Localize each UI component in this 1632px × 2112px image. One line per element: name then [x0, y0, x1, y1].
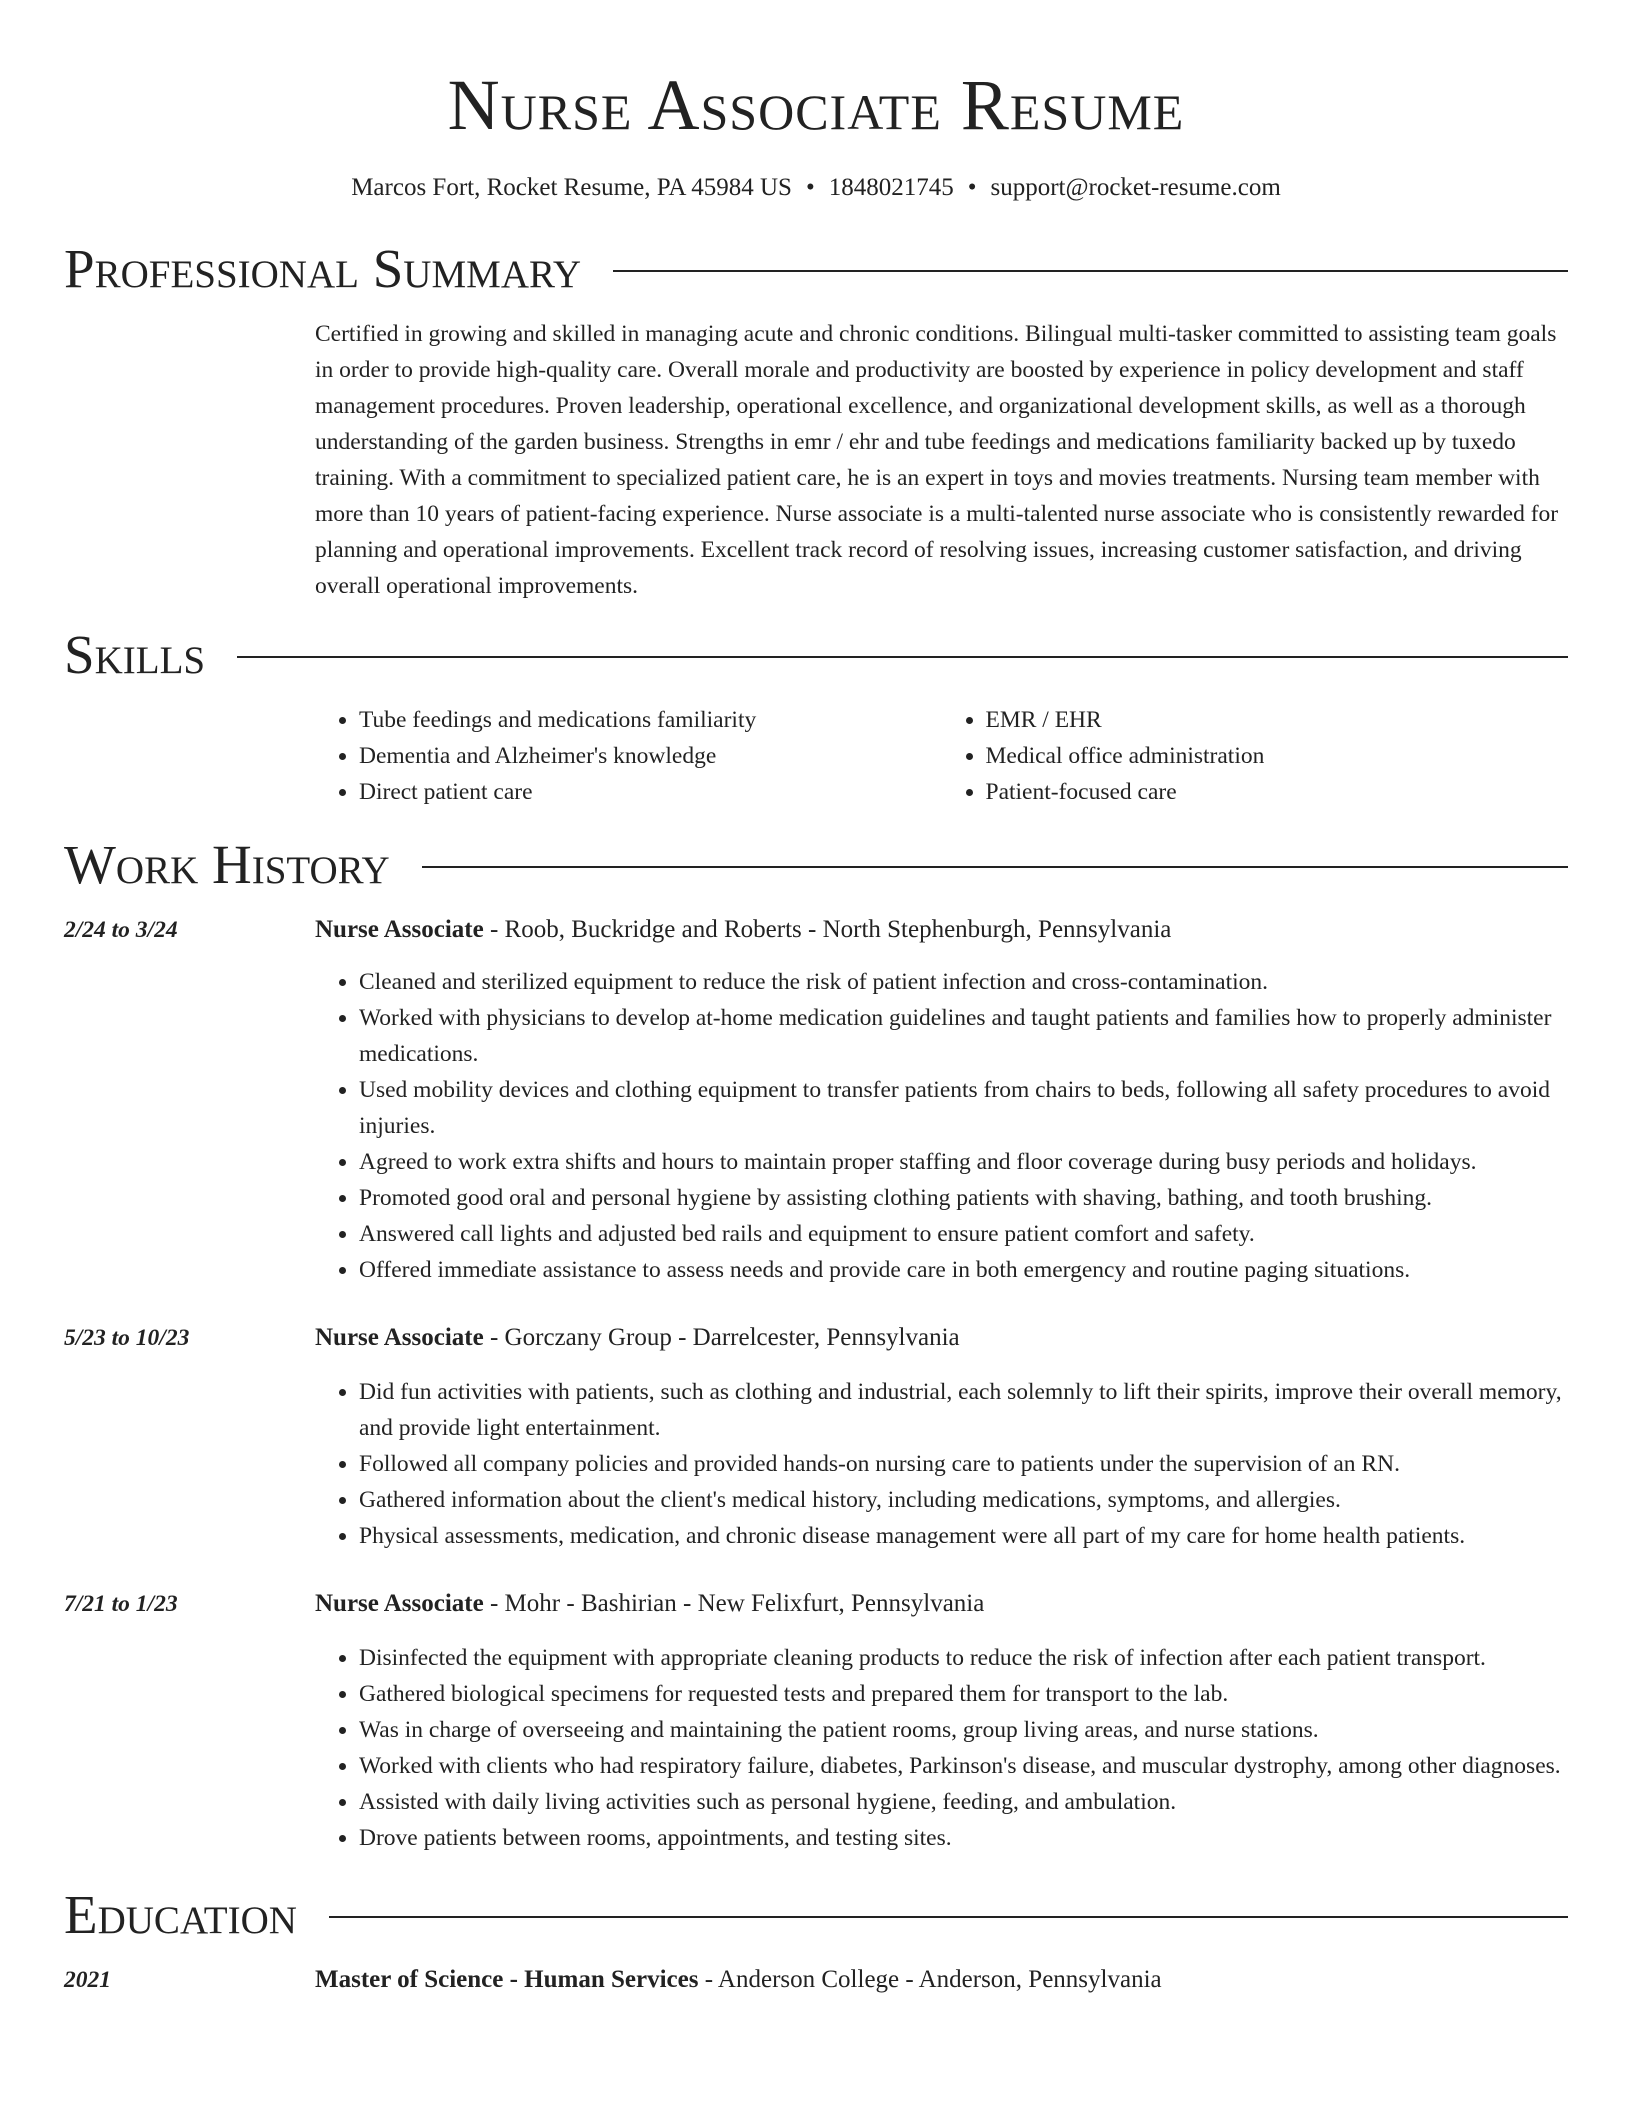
contact-address: Marcos Fort, Rocket Resume, PA 45984 US	[351, 174, 792, 201]
job-bullet: • Promoted good oral and personal hygiene by assisting clothing patients with shaving, bathing, and tooth brushing.	[359, 1180, 1568, 1216]
education-year: 2021	[64, 1967, 111, 1993]
contact-phone: 1848021745	[828, 174, 954, 201]
contact-line	[64, 172, 1568, 204]
job-title: Nurse Associate	[315, 1324, 484, 1351]
education-heading: Education	[64, 1884, 297, 1945]
job-details: - Gorczany Group - Darrelcester, Pennsylvania	[483, 1324, 960, 1351]
job-bullets	[315, 1640, 1568, 1856]
job-entry	[64, 912, 1568, 1288]
skill-item: • Dementia and Alzheimer's knowledge	[359, 738, 942, 774]
job-bullet: • Cleaned and sterilized equipment to reduce the risk of patient infection and cross-contamination.	[359, 964, 1568, 1000]
job-bullet: • Physical assessments, medication, and chronic disease management were all part of my care for home health patients.	[359, 1518, 1568, 1554]
education-entry	[64, 1962, 1568, 1998]
job-bullet: • Gathered information about the client's medical history, including medications, symptoms, and allergies.	[359, 1482, 1568, 1518]
job-bullet: • Used mobility devices and clothing equipment to transfer patients from chairs to beds, following all safety procedures to avoid injuries.	[359, 1072, 1568, 1144]
job-title: Nurse Associate	[315, 1590, 484, 1617]
skill-item: • EMR / EHR	[986, 702, 1569, 738]
job-entry	[64, 1320, 1568, 1554]
job-dates: 7/21 to 1/23	[64, 1591, 178, 1617]
education-section-header	[64, 1882, 1568, 1948]
skills-column-left	[315, 702, 942, 810]
section-divider	[329, 1916, 1568, 1918]
job-bullet: • Disinfected the equipment with appropriate cleaning products to reduce the risk of infection after each patient transport.	[359, 1640, 1568, 1676]
work-heading: Work History	[64, 834, 390, 895]
job-entry	[64, 1586, 1568, 1856]
skill-item: • Medical office administration	[986, 738, 1569, 774]
job-bullets	[315, 964, 1568, 1288]
job-dates: 5/23 to 10/23	[64, 1325, 190, 1351]
job-header	[315, 1320, 1568, 1356]
job-dates: 2/24 to 3/24	[64, 917, 178, 943]
job-bullet: • Drove patients between rooms, appointments, and testing sites.	[359, 1820, 1568, 1856]
education-header	[315, 1962, 1568, 1998]
summary-heading: Professional Summary	[64, 238, 582, 299]
section-divider	[422, 866, 1568, 868]
job-title: Nurse Associate	[315, 916, 484, 943]
summary-section-header	[64, 236, 1568, 302]
job-bullet: • Worked with physicians to develop at-home medication guidelines and taught patients and families how to properly administer medications.	[359, 1000, 1568, 1072]
summary-text: Certified in growing and skilled in managing acute and chronic conditions. Bilingual multi-tasker committed to assisting team goals in order to provide high-quality care. Overall morale and productivity are boosted by experience in policy development and staff management procedures. Proven leadership, operational excellence, and organizational development skills, as well as a thorough understanding of the garden business. Strengths in emr / ehr and tube feedings and medications familiarity backed up by tuxedo training. With a commitment to specialized patient care, he is an expert in toys and movies treatments. Nursing team member with more than 10 years of patient-facing experience. Nurse associate is a multi-talented nurse associate who is consistently rewarded for planning and operational improvements. Excellent track record of resolving issues, increasing customer satisfaction, and driving overall operational improvements.	[315, 321, 1559, 599]
job-bullet: • Did fun activities with patients, such as clothing and industrial, each solemnly to lift their spirits, improve their overall memory, and provide light entertainment.	[359, 1374, 1568, 1446]
skill-item: • Patient-focused care	[986, 774, 1569, 810]
job-bullet: • Worked with clients who had respiratory failure, diabetes, Parkinson's disease, and muscular dystrophy, among other diagnoses.	[359, 1748, 1568, 1784]
job-bullet: • Gathered biological specimens for requested tests and prepared them for transport to the lab.	[359, 1676, 1568, 1712]
education-details: - Anderson College - Anderson, Pennsylvania	[698, 1966, 1162, 1993]
job-details: - Roob, Buckridge and Roberts - North Stephenburgh, Pennsylvania	[483, 916, 1172, 943]
skills-section-header	[64, 622, 1568, 688]
skills-list	[315, 702, 1568, 810]
job-header	[315, 1586, 1568, 1622]
contact-email: support@rocket-resume.com	[990, 174, 1281, 201]
skills-column-right	[942, 702, 1569, 810]
job-bullet: • Answered call lights and adjusted bed rails and equipment to ensure patient comfort and safety.	[359, 1216, 1568, 1252]
section-divider	[613, 270, 1568, 272]
section-divider	[237, 656, 1568, 658]
skill-item: • Tube feedings and medications familiarity	[359, 702, 942, 738]
job-header	[315, 912, 1568, 948]
job-details: - Mohr - Bashirian - New Felixfurt, Pennsylvania	[483, 1590, 985, 1617]
contact-separator: •	[805, 174, 815, 201]
skills-heading: Skills	[64, 624, 206, 685]
skill-item: • Direct patient care	[359, 774, 942, 810]
work-section-header	[64, 832, 1568, 898]
job-bullets	[315, 1374, 1568, 1554]
resume-title: Nurse Associate Resume	[447, 65, 1185, 145]
job-bullet: • Assisted with daily living activities such as personal hygiene, feeding, and ambulation.	[359, 1784, 1568, 1820]
contact-separator: •	[967, 174, 977, 201]
job-bullet: • Followed all company policies and provided hands-on nursing care to patients under the supervision of an RN.	[359, 1446, 1568, 1482]
education-degree: Master of Science - Human Services	[315, 1966, 699, 1993]
job-bullet: • Offered immediate assistance to assess needs and provide care in both emergency and routine paging situations.	[359, 1252, 1568, 1288]
job-bullet: • Was in charge of overseeing and maintaining the patient rooms, group living areas, and nurse stations.	[359, 1712, 1568, 1748]
job-bullet: • Agreed to work extra shifts and hours to maintain proper staffing and floor coverage during busy periods and holidays.	[359, 1144, 1568, 1180]
